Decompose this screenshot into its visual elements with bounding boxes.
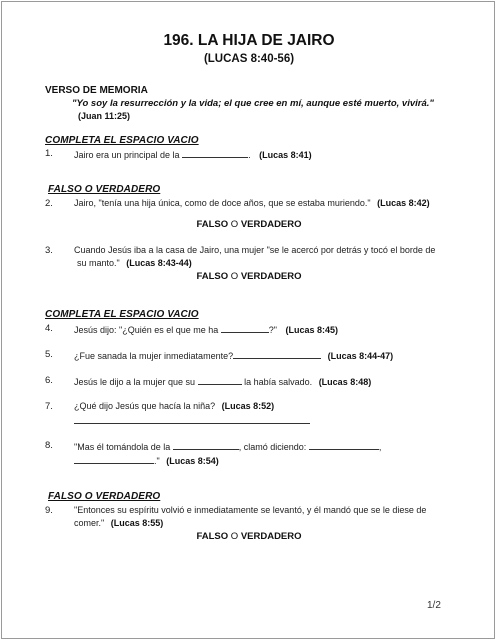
- memory-verse-ref: (Juan 11:25): [78, 111, 131, 121]
- true-false-option-9[interactable]: FALSO O VERDADERO: [196, 531, 302, 542]
- page-number: 1/2: [427, 600, 441, 611]
- question-number: 6.: [45, 375, 53, 386]
- question-8-line-1: "Mas él tomándola de la , clamó diciendo: ,: [74, 442, 382, 452]
- section-heading-tf-2: FALSO O VERDADERO: [48, 491, 161, 502]
- question-3-line-1: Cuando Jesús iba a la casa de Jairo, una mujer "se le acercó por detrás y tocó el borde de: [74, 245, 436, 255]
- scripture-ref: (Lucas 8:52): [221, 401, 275, 411]
- question-text: Jairo era un principal de la: [74, 150, 180, 160]
- answer-blank[interactable]: [74, 454, 154, 464]
- answer-blank[interactable]: [198, 375, 242, 385]
- question-text-end: .: [248, 150, 251, 160]
- answer-blank[interactable]: [233, 349, 321, 359]
- answer-blank[interactable]: [221, 323, 269, 333]
- scripture-ref: (Lucas 8:55): [110, 518, 164, 528]
- memory-verse-label: VERSO DE MEMORIA: [45, 85, 148, 96]
- question-number: 8.: [45, 440, 53, 451]
- question-6: Jesús le dijo a la mujer que su la había salvado. (Lucas 8:48): [74, 377, 372, 387]
- question-9-line-1: "Entonces su espíritu volvió e inmediatamente se levantó, y él mandó que se le diese de: [74, 505, 427, 515]
- question-1: [74, 148, 312, 160]
- question-number: 2.: [45, 198, 53, 209]
- answer-blank[interactable]: [182, 148, 248, 158]
- section-heading-fill-2: COMPLETA EL ESPACIO VACIO: [45, 309, 199, 320]
- scripture-ref: (Lucas 8:44-47): [327, 351, 394, 361]
- question-9-line-2: comer." (Lucas 8:55): [74, 518, 164, 528]
- section-heading-fill-1: COMPLETA EL ESPACIO VACIO: [45, 135, 199, 146]
- question-number: 4.: [45, 323, 53, 334]
- question-5: ¿Fue sanada la mujer inmediatamente? (Lucas 8:44-47): [74, 351, 394, 361]
- scripture-ref: (Lucas 8:54): [166, 456, 219, 466]
- answer-blank[interactable]: [309, 440, 379, 450]
- question-number: 7.: [45, 401, 53, 412]
- scripture-ref: (Lucas 8:41): [259, 150, 312, 160]
- question-8-line-2: ." (Lucas 8:54): [74, 454, 219, 466]
- true-false-option-3[interactable]: FALSO O VERDADERO: [196, 271, 302, 282]
- scripture-ref: (Lucas 8:42): [377, 198, 430, 208]
- question-2: [74, 198, 430, 208]
- section-heading-tf-1: FALSO O VERDADERO: [48, 184, 161, 195]
- memory-verse-text: "Yo soy la resurrección y la vida; el que cree en mí, aunque esté muerto, vivirá.": [72, 98, 434, 109]
- question-3-line-2: su manto." (Lucas 8:43-44): [77, 258, 192, 268]
- question-7: ¿Qué dijo Jesús que hacía la niña? (Lucas 8:52): [74, 401, 275, 411]
- scripture-ref: (Lucas 8:48): [318, 377, 372, 387]
- question-4: Jesús dijo: "¿Quién es el que me ha ?" (Lucas 8:45): [74, 325, 339, 335]
- question-number: 5.: [45, 349, 53, 360]
- question-number: 9.: [45, 505, 53, 516]
- worksheet-page: [1, 1, 495, 639]
- scripture-ref: (Lucas 8:45): [285, 325, 339, 335]
- page-title: 196. LA HIJA DE JAIRO: [163, 32, 335, 49]
- scripture-ref: (Lucas 8:43-44): [126, 258, 192, 268]
- question-number: 3.: [45, 245, 53, 256]
- question-number: 1.: [45, 148, 53, 159]
- question-text: Jairo, "tenía una hija única, como de doce años, que se estaba muriendo.": [74, 198, 371, 208]
- page-subtitle: (LUCAS 8:40-56): [203, 53, 295, 65]
- answer-line[interactable]: [74, 423, 310, 424]
- answer-blank[interactable]: [173, 440, 239, 450]
- true-false-option-2[interactable]: FALSO O VERDADERO: [196, 219, 302, 230]
